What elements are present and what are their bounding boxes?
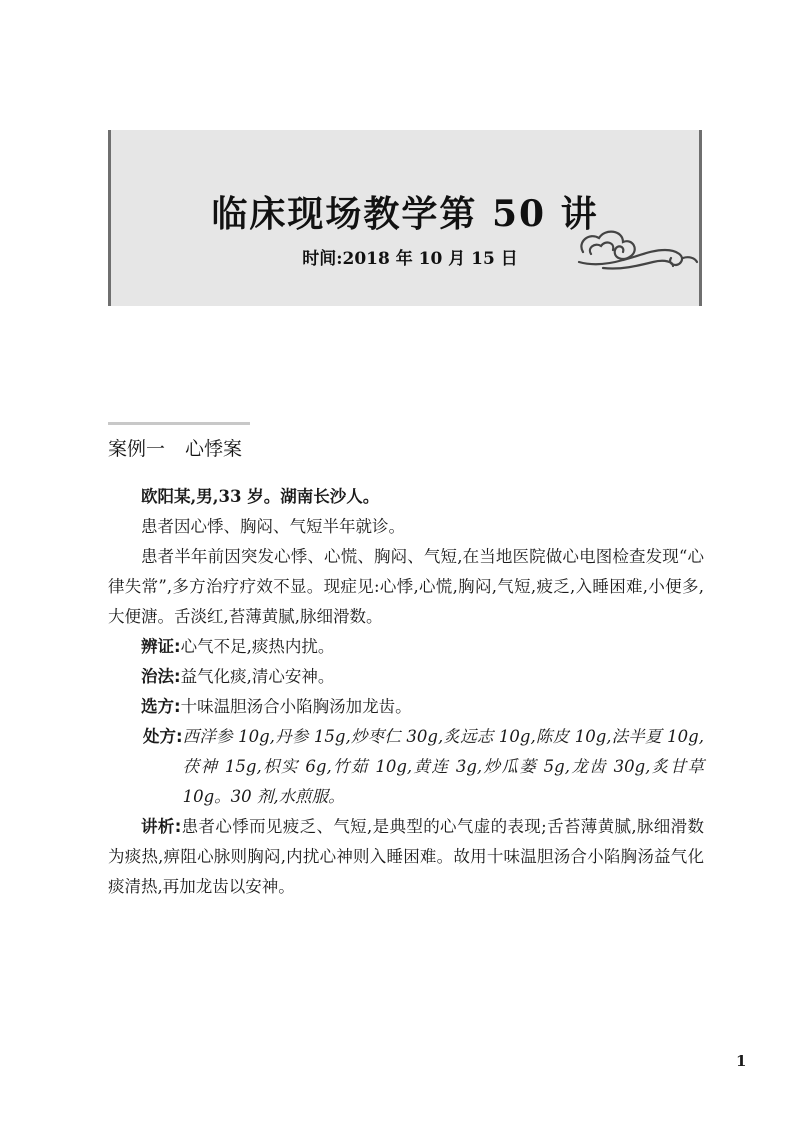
treatment-paragraph xyxy=(108,662,704,692)
analysis-paragraph xyxy=(108,812,704,902)
formula-label: 选方: xyxy=(141,697,181,716)
treatment-label: 治法: xyxy=(141,667,181,686)
lecture-header-box xyxy=(108,130,702,306)
diagnosis-text: 心气不足,痰热内扰。 xyxy=(180,637,335,656)
prescription-paragraph xyxy=(108,722,704,812)
prescription-text: 西洋参 10g,丹参 15g,炒枣仁 30g,炙远志 10g,陈皮 10g,法半夏 10g,茯神 15g,枳实 6g,竹茹 10g,黄连 3g,炒瓜蒌 5g,龙齿 30g,炙甘草 10g。30 剂,水煎服。 xyxy=(182,727,704,806)
diagnosis-paragraph xyxy=(108,632,704,662)
medical-history: 患者半年前因突发心悸、心慌、胸闷、气短,在当地医院做心电图检查发现“心律失常”,多方治疗疗效不显。现症见:心悸,心慌,胸闷,气短,疲乏,入睡困难,小便多,大便溏。舌淡红,苔薄黄腻,脉细滑数。 xyxy=(108,547,704,626)
case-heading xyxy=(108,434,242,461)
cloud-ornament-icon xyxy=(573,228,701,274)
case-body xyxy=(108,482,704,902)
analysis-label: 讲析: xyxy=(141,817,182,836)
analysis-text: 患者心悸而见疲乏、气短,是典型的心气虚的表现;舌苔薄黄腻,脉细滑数为痰热,痹阻心脉则胸闷,内扰心神则入睡困难。故用十味温胆汤合小陷胸汤益气化痰清热,再加龙齿以安神。 xyxy=(108,817,704,896)
chief-complaint: 患者因心悸、胸闷、气短半年就诊。 xyxy=(141,517,405,536)
prescription-label: 处方: xyxy=(143,727,183,746)
case-name: 心悸案 xyxy=(185,438,243,460)
diagnosis-label: 辨证: xyxy=(141,637,181,656)
treatment-text: 益气化痰,清心安神。 xyxy=(180,667,335,686)
patient-info: 欧阳某,男,33 岁。湖南长沙人。 xyxy=(141,487,380,506)
formula-text: 十味温胆汤合小陷胸汤加龙齿。 xyxy=(180,697,412,716)
page-number: 1 xyxy=(736,1052,747,1070)
case-divider xyxy=(108,422,250,425)
lecture-title: 临床现场教学第 50 讲 xyxy=(211,193,599,235)
case-label: 案例一 xyxy=(108,438,166,460)
formula-paragraph xyxy=(108,692,704,722)
lecture-date: 时间:2018 年 10 月 15 日 xyxy=(302,249,518,269)
